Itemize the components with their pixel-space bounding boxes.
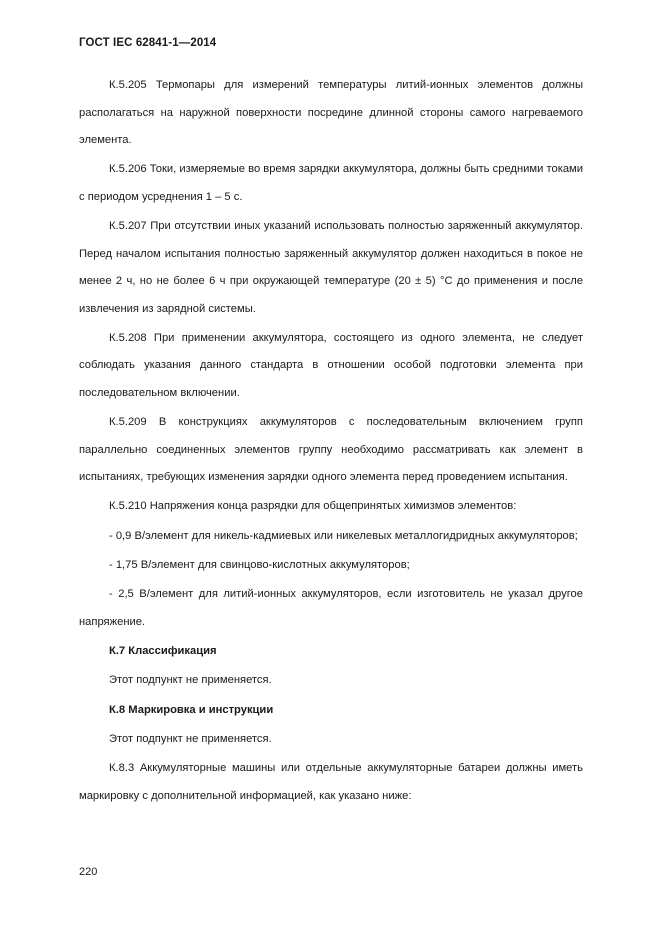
paragraph-k8-note: Этот подпункт не применяется. [109, 733, 272, 746]
paragraph-k5-207: К.5.207 При отсутствии иных указаний использовать полностью заряженный аккумулятор. Перед началом испытания полностью заряженный аккумулятор должен находиться в покое не менее 2 ч, но не более 6 ч при окружающей температуре (20 ± 5) °С до применения и после извлечения из зарядной системы. [79, 220, 583, 315]
paragraph-k5-209: К.5.209 В конструкциях аккумуляторов с последовательным включением групп параллельно соединенных элементов группу необходимо рассматривать как элемент в испытаниях, требующих изменения зарядки одного элемента перед проведением испытания. [79, 416, 583, 484]
list-item-lithium-ion: - 2,5 В/элемент для литий-ионных аккумуляторов, если изготовитель не указал другое напряжение. [79, 588, 583, 628]
paragraph-k5-206: К.5.206 Токи, измеряемые во время зарядки аккумулятора, должны быть средними токами с периодом усреднения 1 – 5 с. [79, 163, 583, 203]
paragraph-k5-208: К.5.208 При применении аккумулятора, состоящего из одного элемента, не следует соблюдать указания данного стандарта в отношении особой подготовки элемента при последовательном включении. [79, 331, 583, 399]
document-body [79, 72, 583, 812]
list-item-lead-acid: - 1,75 В/элемент для свинцово-кислотных аккумуляторов; [109, 559, 410, 572]
document-header: ГОСТ IEC 62841-1—2014 [79, 37, 217, 49]
page-number: 220 [79, 866, 98, 878]
paragraph-k5-205: К.5.205 Термопары для измерений температуры литий-ионных элементов должны располагаться на наружной поверхности посредине длинной стороны самого нагреваемого элемента. [79, 79, 583, 146]
paragraph-k7-note: Этот подпункт не применяется. [109, 674, 272, 687]
paragraph-k8-3: К.8.3 Аккумуляторные машины или отдельные аккумуляторные батареи должны иметь маркировку с дополнительной информацией, как указано ниже: [79, 762, 583, 802]
list-item-nickel: - 0,9 В/элемент для никель-кадмиевых или никелевых металлогидридных аккумуляторов; [109, 529, 578, 542]
paragraph-k5-210: К.5.210 Напряжения конца разрядки для общепринятых химизмов элементов: [109, 500, 517, 513]
section-heading-k8: К.8 Маркировка и инструкции [109, 703, 274, 716]
section-heading-k7: К.7 Классификация [109, 645, 217, 658]
